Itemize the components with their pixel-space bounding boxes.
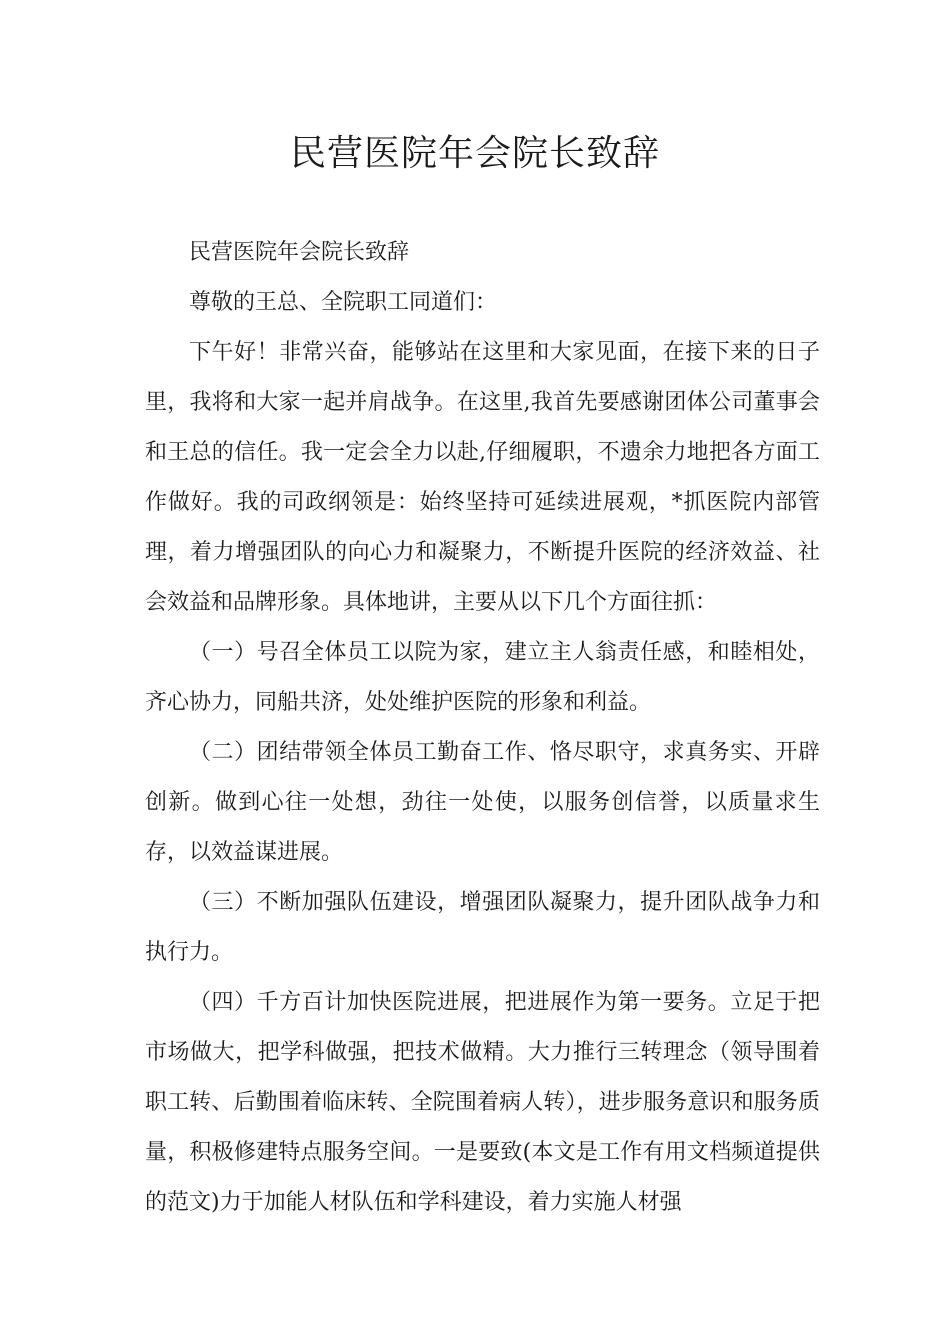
subtitle-paragraph: 民营医院年会院长致辞 xyxy=(189,240,410,265)
point-two-paragraph: （二）团结带领全体员工勤奋工作、恪尽职守，求真务实、开辟创新。做到心往一处想，劲往一处使，以服务创信誉，以质量求生存，以效益谋进展。 xyxy=(145,740,820,865)
point-three-paragraph: （三）不断加强队伍建设，增强团队凝聚力，提升团队战争力和执行力。 xyxy=(145,890,820,965)
salutation-paragraph: 尊敬的王总、全院职工同道们： xyxy=(189,290,498,315)
intro-paragraph: 下午好！非常兴奋，能够站在这里和大家见面，在接下来的日子里，我将和大家一起并肩战争。在这里,我首先要感谢团体公司董事会和王总的信任。我一定会全力以赴,仔细履职，不遗余力地把各方面工作做好。我的司政纲领是：始终坚持可延续进展观，*抓医院内部管理，着力增强团队的向心力和凝聚力，不断提升医院的经济效益、社会效益和品牌形象。具体地讲，主要从以下几个方面往抓： xyxy=(145,340,820,615)
document-title: 民营医院年会院长致辞 xyxy=(289,133,660,174)
point-one-paragraph: （一）号召全体员工以院为家，建立主人翁责任感，和睦相处，齐心协力，同船共济，处处维护医院的形象和利益。 xyxy=(145,640,820,715)
point-four-paragraph: （四）千方百计加快医院进展，把进展作为第一要务。立足于把市场做大，把学科做强，把技术做精。大力推行三转理念（领导围着职工转、后勤围着临床转、全院围着病人转），进步服务意识和服务质量，积极修建特点服务空间。一是要致(本文是工作有用文档频道提供的范文)力于加能人材队伍和学科建设，着力实施人材强 xyxy=(145,990,820,1215)
document-body xyxy=(145,228,820,1228)
